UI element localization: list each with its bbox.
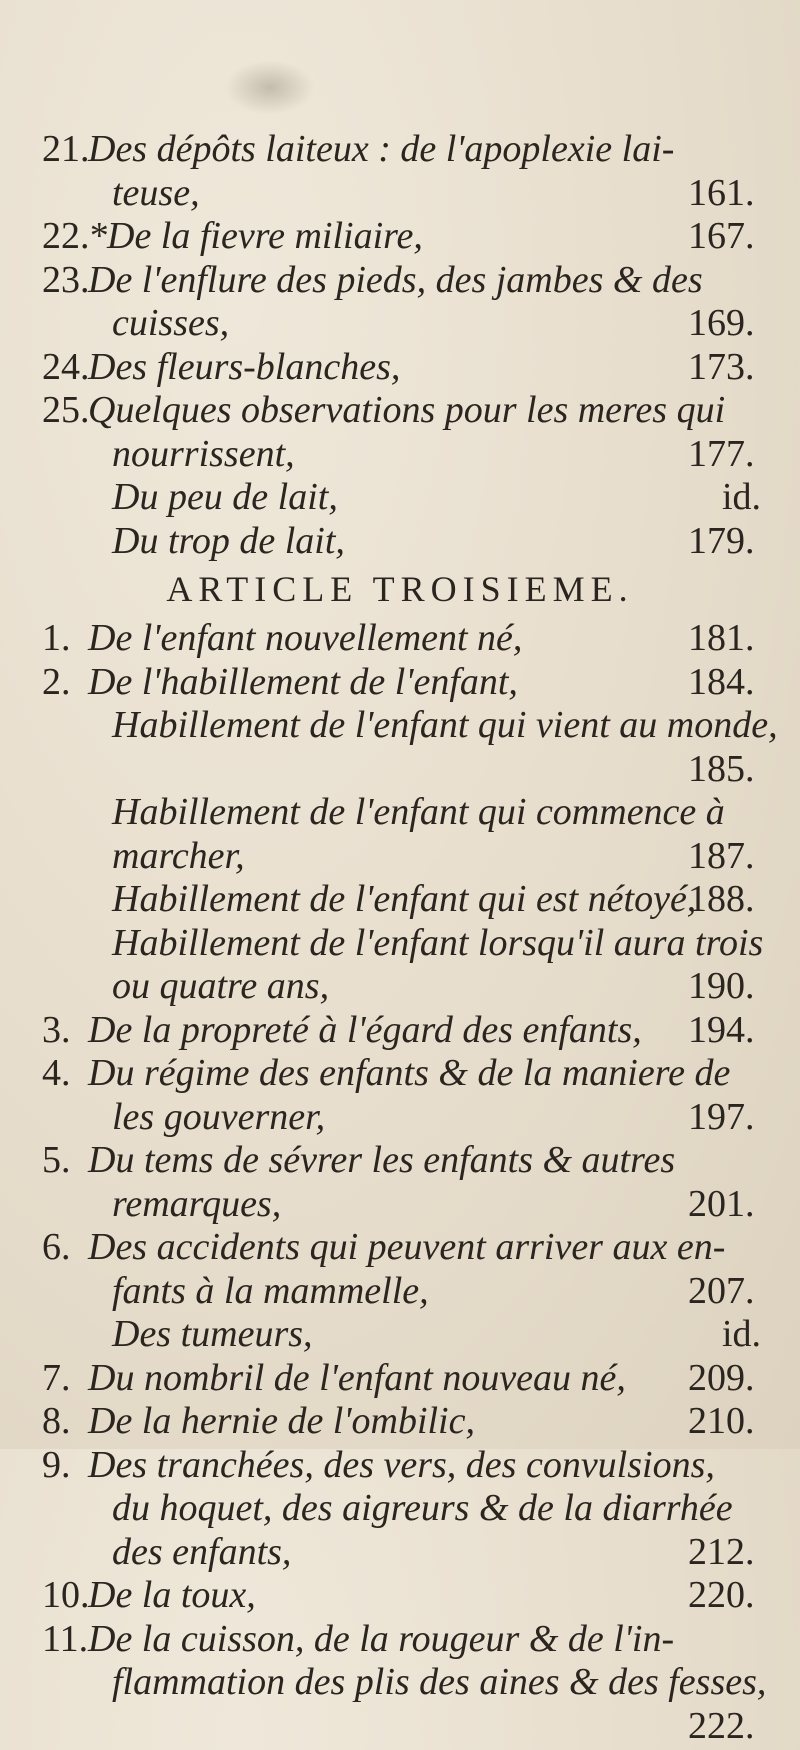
article-heading: ARTICLE TROISIEME. <box>166 569 634 609</box>
entry-text: marcher, <box>112 834 245 877</box>
toc-entry <box>0 1528 800 1576</box>
toc-entry <box>0 658 800 706</box>
entry-number: 5. <box>42 1139 71 1182</box>
entry-text: Habillement de l'enfant qui est nétoyé, <box>112 878 697 921</box>
toc-entry <box>0 299 800 347</box>
entry-text: De la toux, <box>88 1574 256 1617</box>
entry-page: 161. <box>688 171 755 214</box>
toc-entry <box>0 1049 800 1097</box>
entry-number: 11. <box>42 1617 89 1660</box>
toc-entry <box>0 1397 800 1445</box>
entry-page: 209. <box>688 1356 755 1399</box>
entry-text: Des accidents qui peuvent arriver aux en- <box>88 1226 726 1269</box>
entry-text: Des dépôts laiteux : de l'apoplexie lai- <box>88 128 675 170</box>
toc-entry <box>0 788 800 836</box>
entry-page: 169. <box>688 302 755 344</box>
entry-page: 187. <box>688 834 755 877</box>
ink-smudge <box>225 60 315 115</box>
entry-page: 188. <box>688 878 755 921</box>
entry-page: 197. <box>688 1095 755 1138</box>
toc-entry <box>0 343 800 391</box>
entry-text: Habillement de l'enfant qui vient au monde, <box>112 704 778 747</box>
toc-entry <box>0 386 800 434</box>
entry-page: 220. <box>688 1574 755 1617</box>
toc-entry <box>0 1571 800 1619</box>
entry-number: 25. <box>42 389 90 431</box>
entry-page: 173. <box>688 345 755 388</box>
entry-page: 179. <box>688 519 755 562</box>
entry-number: 10. <box>42 1574 90 1617</box>
entry-text: Des fleurs-blanches, <box>88 345 401 388</box>
toc-entry <box>0 745 800 793</box>
toc-entry <box>0 1484 800 1532</box>
entry-text: De la cuisson, de la rougeur & de l'in- <box>88 1617 675 1660</box>
entry-number: 22. <box>42 215 90 257</box>
toc-entry <box>0 1615 800 1663</box>
entry-page: 222. <box>688 1704 755 1747</box>
entry-page: id. <box>722 476 762 518</box>
entry-page: 167. <box>688 215 755 257</box>
entry-number: 23. <box>42 258 90 301</box>
entry-text: *De la fievre miliaire, <box>88 215 423 257</box>
toc-entry <box>0 614 800 662</box>
toc-entry <box>0 1093 800 1141</box>
entry-text: De l'enflure des pieds, des jambes & des <box>88 258 703 301</box>
entry-number: 24. <box>42 345 90 388</box>
entry-text: Du tems de sévrer les enfants & autres <box>88 1139 676 1182</box>
toc-entry <box>0 1354 800 1402</box>
entry-text: teuse, <box>112 171 200 214</box>
entry-text: les gouverner, <box>112 1095 326 1138</box>
entry-text: remarques, <box>112 1182 282 1225</box>
entry-page: 177. <box>688 432 755 475</box>
toc-entry <box>0 1267 800 1315</box>
toc-entry <box>0 212 800 260</box>
toc-entry <box>0 875 800 923</box>
entry-page: 194. <box>688 1008 755 1051</box>
toc-entry <box>0 1223 800 1271</box>
entry-text: Des tumeurs, <box>112 1313 313 1356</box>
toc-entry <box>0 125 800 173</box>
entry-page: 201. <box>688 1182 755 1225</box>
entry-number: 2. <box>42 660 71 703</box>
toc-entry <box>0 473 800 521</box>
entry-page: 181. <box>688 617 755 660</box>
entry-page: 212. <box>688 1530 755 1573</box>
entry-number: 6. <box>42 1226 71 1269</box>
entry-text: Du peu de lait, <box>112 476 338 518</box>
toc-entry <box>0 517 800 565</box>
toc-entry <box>0 919 800 967</box>
entry-page: 185. <box>688 747 755 790</box>
entry-number: 8. <box>42 1400 71 1443</box>
entry-text: fants à la mammelle, <box>112 1269 429 1312</box>
entry-page: id. <box>722 1313 762 1356</box>
entry-text: cuisses, <box>112 302 230 344</box>
entry-text: flammation des plis des aines & des fesses, <box>112 1661 767 1704</box>
toc-entry <box>0 832 800 880</box>
entry-text: des enfants, <box>112 1530 292 1573</box>
entry-text: Du nombril de l'enfant nouveau né, <box>88 1356 626 1399</box>
toc-entry <box>0 1006 800 1054</box>
toc-entry <box>0 430 800 478</box>
entry-text: Habillement de l'enfant lorsqu'il aura trois <box>112 921 764 964</box>
entry-text: Du régime des enfants & de la maniere de <box>88 1052 731 1095</box>
entry-page: 190. <box>688 965 755 1008</box>
toc-entry <box>0 1136 800 1184</box>
entry-number: 7. <box>42 1356 71 1399</box>
entry-text: De l'habillement de l'enfant, <box>88 660 518 703</box>
entry-text: ou quatre ans, <box>112 965 330 1008</box>
entry-text: Habillement de l'enfant qui commence à <box>112 791 725 834</box>
entry-page: 184. <box>688 660 755 703</box>
toc-entry <box>0 1441 800 1489</box>
entry-number: 21. <box>42 128 90 170</box>
entry-text: Quelques observations pour les meres qui <box>88 389 726 431</box>
entry-text: De la propreté à l'égard des enfants, <box>88 1008 642 1051</box>
entry-text: nourrissent, <box>112 432 295 475</box>
toc-entry <box>0 962 800 1010</box>
entry-text: De la hernie de l'ombilic, <box>88 1400 475 1443</box>
entry-page: 210. <box>688 1400 755 1443</box>
entry-page: 207. <box>688 1269 755 1312</box>
toc-entry <box>0 701 800 749</box>
entry-number: 4. <box>42 1052 71 1095</box>
toc-entry <box>0 1310 800 1358</box>
toc-entry <box>0 1658 800 1706</box>
entry-number: 1. <box>42 617 71 660</box>
entry-number: 9. <box>42 1443 71 1486</box>
entry-text: Du trop de lait, <box>112 519 345 562</box>
toc-entry <box>0 169 800 217</box>
entry-text: Des tranchées, des vers, des convulsions, <box>88 1443 715 1486</box>
entry-number: 3. <box>42 1008 71 1051</box>
entry-text: De l'enfant nouvellement né, <box>88 617 523 660</box>
toc-entry <box>0 1180 800 1228</box>
toc-entry <box>0 256 800 304</box>
entry-text: du hoquet, des aigreurs & de la diarrhée <box>112 1487 733 1530</box>
toc-entry <box>0 1702 800 1750</box>
